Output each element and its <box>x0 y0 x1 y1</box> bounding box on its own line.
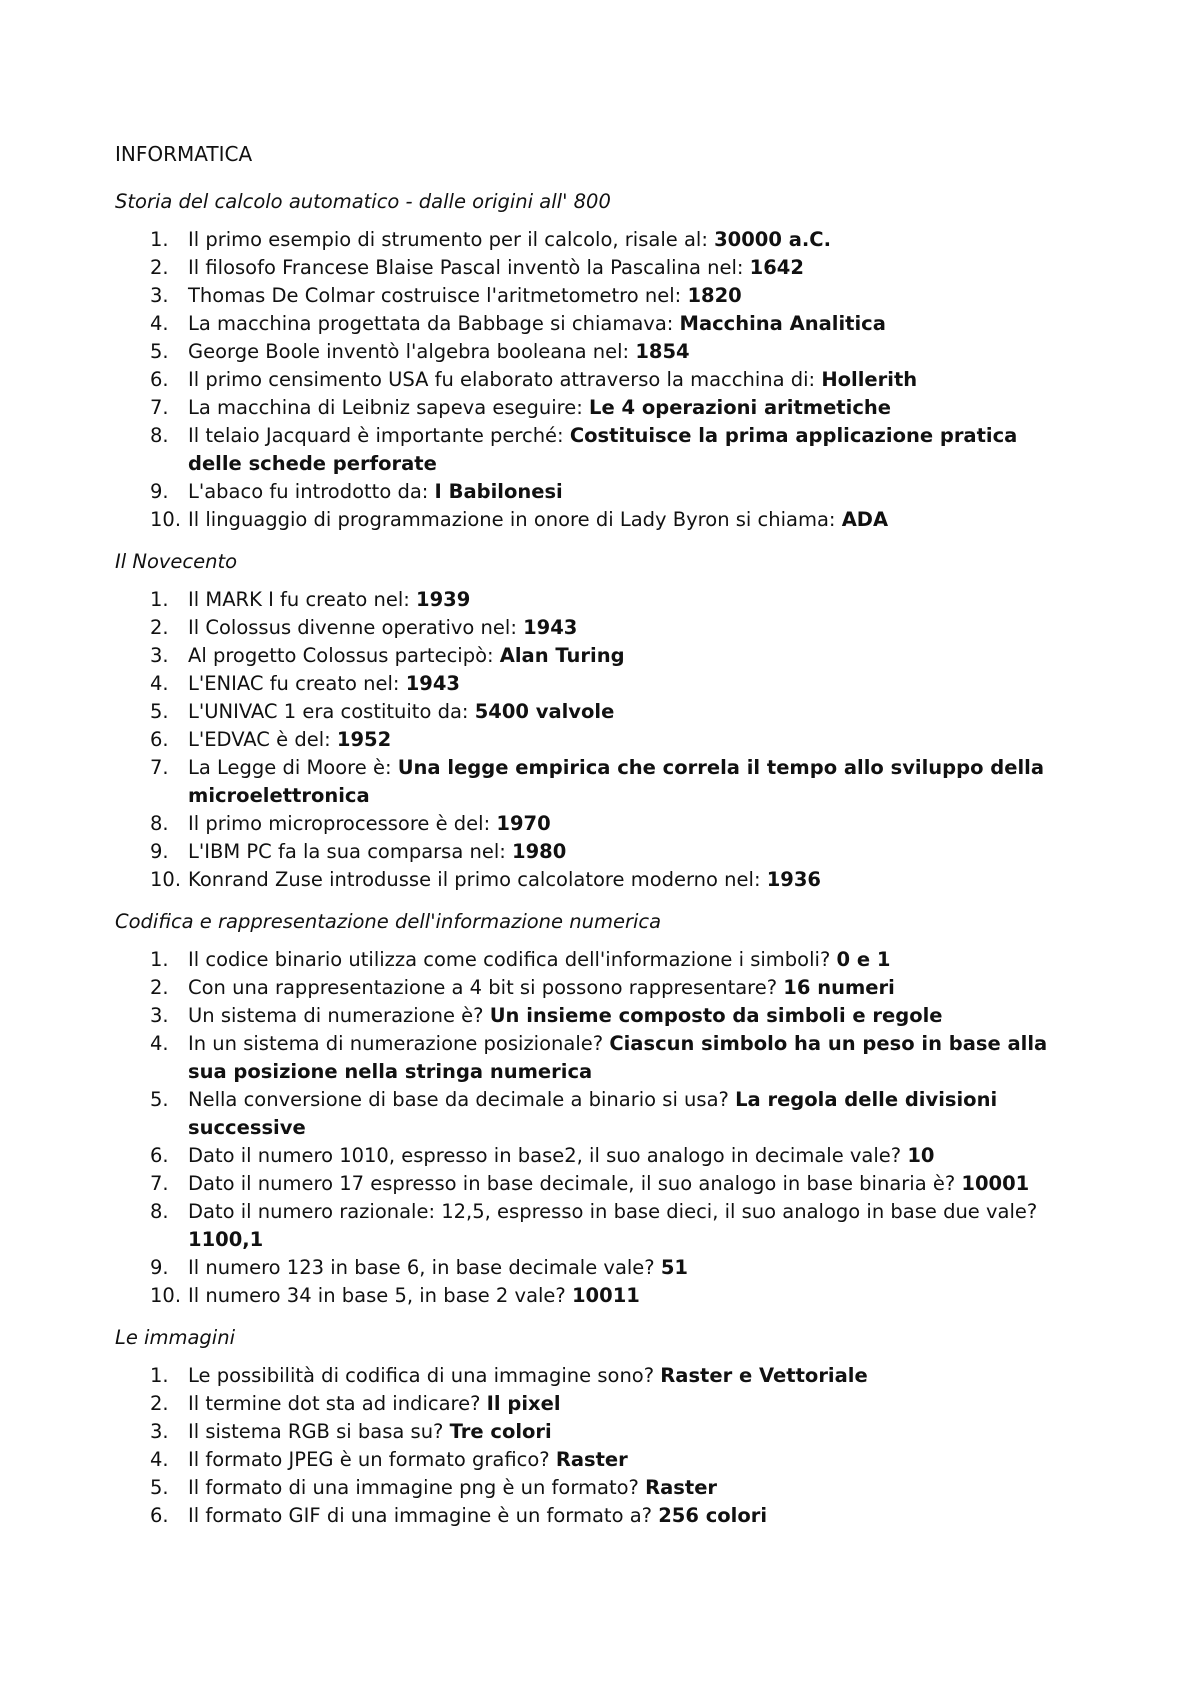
item-answer: Hollerith <box>821 368 918 391</box>
item-number: 10. <box>150 868 182 891</box>
list-item <box>115 810 1075 838</box>
list-item <box>115 1142 1075 1170</box>
item-number: 4. <box>150 672 169 695</box>
item-number: 6. <box>150 1144 169 1167</box>
item-number: 5. <box>150 1476 169 1499</box>
item-question: Il codice binario utilizza come codifica dell'informazione i simboli? <box>188 948 837 971</box>
item-answer: ADA <box>841 508 889 531</box>
item-number: 9. <box>150 1256 169 1279</box>
item-question: Il MARK I fu creato nel: <box>188 588 417 611</box>
item-number: 2. <box>150 616 169 639</box>
item-question: La Legge di Moore è: <box>188 756 398 779</box>
item-answer: 1936 <box>766 868 821 891</box>
item-question: Il filosofo Francese Blaise Pascal inventò la Pascalina nel: <box>188 256 750 279</box>
item-question: Il primo microprocessore è del: <box>188 812 497 835</box>
item-question: Con una rappresentazione a 4 bit si possono rappresentare? <box>188 976 784 999</box>
item-number: 1. <box>150 1364 169 1387</box>
item-answer: 1943 <box>405 672 460 695</box>
section-title: Storia del calcolo automatico - dalle origini all' 800 <box>115 190 611 213</box>
item-answer: 51 <box>660 1256 688 1279</box>
item-number: 8. <box>150 424 169 447</box>
list-item <box>115 1002 1075 1030</box>
document-title: INFORMATICA <box>115 142 253 166</box>
list-item <box>115 1170 1075 1198</box>
item-number: 5. <box>150 1088 169 1111</box>
item-answer: 1820 <box>687 284 742 307</box>
item-answer: I Babilonesi <box>434 480 563 503</box>
section-title: Codifica e rappresentazione dell'informazione numerica <box>115 910 662 933</box>
item-answer: 1100,1 <box>188 1228 264 1251</box>
item-question: La macchina di Leibniz sapeva eseguire: <box>188 396 590 419</box>
list-item <box>115 946 1075 974</box>
item-number: 6. <box>150 1504 169 1527</box>
item-question: Il termine dot sta ad indicare? <box>188 1392 487 1415</box>
item-number: 4. <box>150 312 169 335</box>
section <box>115 1324 1075 1530</box>
item-number: 2. <box>150 1392 169 1415</box>
item-number: 3. <box>150 1004 169 1027</box>
numbered-list <box>115 586 1075 894</box>
list-item <box>115 670 1075 698</box>
item-answer: Raster e Vettoriale <box>660 1364 868 1387</box>
item-number: 6. <box>150 368 169 391</box>
item-number: 5. <box>150 340 169 363</box>
item-answer: 1854 <box>635 340 690 363</box>
list-item <box>115 310 1075 338</box>
item-number: 4. <box>150 1032 169 1055</box>
list-item <box>115 726 1075 754</box>
item-answer: Alan Turing <box>499 644 625 667</box>
item-number: 4. <box>150 1448 169 1471</box>
item-number: 9. <box>150 840 169 863</box>
item-question: L'EDVAC è del: <box>188 728 337 751</box>
list-item <box>115 282 1075 310</box>
item-question: La macchina progettata da Babbage si chiamava: <box>188 312 680 335</box>
item-answer: 30000 a.C. <box>714 228 832 251</box>
item-number: 1. <box>150 948 169 971</box>
item-question: Il numero 34 in base 5, in base 2 vale? <box>188 1284 572 1307</box>
item-question: In un sistema di numerazione posizionale? <box>188 1032 610 1055</box>
item-answer: Ciascun simbolo ha un peso in base alla sua posizione nella stringa numerica <box>188 1032 1048 1083</box>
list-item <box>115 586 1075 614</box>
document-content <box>115 140 1075 1544</box>
item-answer: 16 numeri <box>783 976 895 999</box>
item-number: 6. <box>150 728 169 751</box>
item-question: L'abaco fu introdotto da: <box>188 480 435 503</box>
list-item <box>115 1446 1075 1474</box>
item-question: Dato il numero 1010, espresso in base2, il suo analogo in decimale vale? <box>188 1144 908 1167</box>
item-question: Il sistema RGB si basa su? <box>188 1420 450 1443</box>
item-answer: 10011 <box>571 1284 640 1307</box>
item-question: Nella conversione di base da decimale a binario si usa? <box>188 1088 736 1111</box>
item-number: 2. <box>150 256 169 279</box>
item-question: Il numero 123 in base 6, in base decimale vale? <box>188 1256 661 1279</box>
item-answer: Macchina Analitica <box>679 312 886 335</box>
list-item <box>115 866 1075 894</box>
list-item <box>115 1030 1075 1086</box>
list-item <box>115 698 1075 726</box>
item-question: George Boole inventò l'algebra booleana nel: <box>188 340 636 363</box>
list-item <box>115 1474 1075 1502</box>
list-item <box>115 506 1075 534</box>
list-item <box>115 422 1075 478</box>
item-answer: 5400 valvole <box>474 700 615 723</box>
list-item <box>115 1502 1075 1530</box>
item-number: 3. <box>150 1420 169 1443</box>
item-answer: Il pixel <box>486 1392 561 1415</box>
item-number: 10. <box>150 508 182 531</box>
item-answer: Raster <box>645 1476 718 1499</box>
item-number: 5. <box>150 700 169 723</box>
item-question: L'IBM PC fa la sua comparsa nel: <box>188 840 513 863</box>
item-answer: 1980 <box>512 840 567 863</box>
item-number: 2. <box>150 976 169 999</box>
item-answer: 1943 <box>523 616 578 639</box>
list-item <box>115 1362 1075 1390</box>
sections-container <box>115 188 1075 1530</box>
list-item <box>115 974 1075 1002</box>
item-number: 1. <box>150 588 169 611</box>
item-number: 3. <box>150 284 169 307</box>
item-answer: Una legge empirica che correla il tempo allo sviluppo della microelettronica <box>188 756 1044 807</box>
item-question: Il formato JPEG è un formato grafico? <box>188 1448 556 1471</box>
item-question: Il primo esempio di strumento per il calcolo, risale al: <box>188 228 715 251</box>
item-number: 9. <box>150 480 169 503</box>
item-question: Al progetto Colossus partecipò: <box>188 644 500 667</box>
list-item <box>115 614 1075 642</box>
item-answer: 1642 <box>749 256 804 279</box>
section <box>115 188 1075 534</box>
section-title: Le immagini <box>115 1326 235 1349</box>
item-number: 8. <box>150 1200 169 1223</box>
list-item <box>115 838 1075 866</box>
list-item <box>115 366 1075 394</box>
list-item <box>115 394 1075 422</box>
list-item <box>115 1282 1075 1310</box>
list-item <box>115 1418 1075 1446</box>
item-answer: 1952 <box>336 728 392 751</box>
item-number: 3. <box>150 644 169 667</box>
item-number: 7. <box>150 396 169 419</box>
item-question: Le possibilità di codifica di una immagine sono? <box>188 1364 661 1387</box>
list-item <box>115 1254 1075 1282</box>
item-answer: 1939 <box>416 588 471 611</box>
list-item <box>115 226 1075 254</box>
item-answer: Raster <box>555 1448 628 1471</box>
item-question: Konrand Zuse introdusse il primo calcolatore moderno nel: <box>188 868 767 891</box>
item-question: L'ENIAC fu creato nel: <box>188 672 406 695</box>
list-item <box>115 478 1075 506</box>
item-number: 7. <box>150 756 169 779</box>
item-question: L'UNIVAC 1 era costituito da: <box>188 700 475 723</box>
numbered-list <box>115 1362 1075 1530</box>
item-answer: 0 e 1 <box>836 948 891 971</box>
item-question: Il linguaggio di programmazione in onore di Lady Byron si chiama: <box>188 508 842 531</box>
list-item <box>115 642 1075 670</box>
item-answer: 1970 <box>496 812 551 835</box>
item-number: 8. <box>150 812 169 835</box>
item-question: Il formato GIF di una immagine è un formato a? <box>188 1504 659 1527</box>
list-item <box>115 1390 1075 1418</box>
item-question: Il primo censimento USA fu elaborato attraverso la macchina di: <box>188 368 822 391</box>
item-question: Il formato di una immagine png è un formato? <box>188 1476 646 1499</box>
item-answer: Costituisce la prima applicazione pratica delle schede perforate <box>188 424 1018 475</box>
item-answer: 256 colori <box>658 1504 768 1527</box>
item-number: 7. <box>150 1172 169 1195</box>
item-answer: Tre colori <box>449 1420 552 1443</box>
item-answer: Le 4 operazioni aritmetiche <box>589 396 891 419</box>
list-item <box>115 338 1075 366</box>
list-item <box>115 1086 1075 1142</box>
numbered-list <box>115 946 1075 1310</box>
item-question: Il telaio Jacquard è importante perché: <box>188 424 570 447</box>
list-item <box>115 1198 1075 1254</box>
item-number: 1. <box>150 228 169 251</box>
list-item <box>115 254 1075 282</box>
item-number: 10. <box>150 1284 182 1307</box>
item-answer: Un insieme composto da simboli e regole <box>489 1004 943 1027</box>
item-question: Il Colossus divenne operativo nel: <box>188 616 524 639</box>
numbered-list <box>115 226 1075 534</box>
item-answer: 10001 <box>961 1172 1030 1195</box>
item-answer: La regola delle divisioni successive <box>188 1088 998 1139</box>
section <box>115 908 1075 1310</box>
item-question: Thomas De Colmar costruisce l'aritmetometro nel: <box>188 284 688 307</box>
item-question: Dato il numero razionale: 12,5, espresso in base dieci, il suo analogo in base due vale? <box>188 1200 1044 1223</box>
section-title: Il Novecento <box>115 550 238 573</box>
section <box>115 548 1075 894</box>
list-item <box>115 754 1075 810</box>
item-answer: 10 <box>907 1144 935 1167</box>
item-question: Un sistema di numerazione è? <box>188 1004 490 1027</box>
item-question: Dato il numero 17 espresso in base decimale, il suo analogo in base binaria è? <box>188 1172 962 1195</box>
